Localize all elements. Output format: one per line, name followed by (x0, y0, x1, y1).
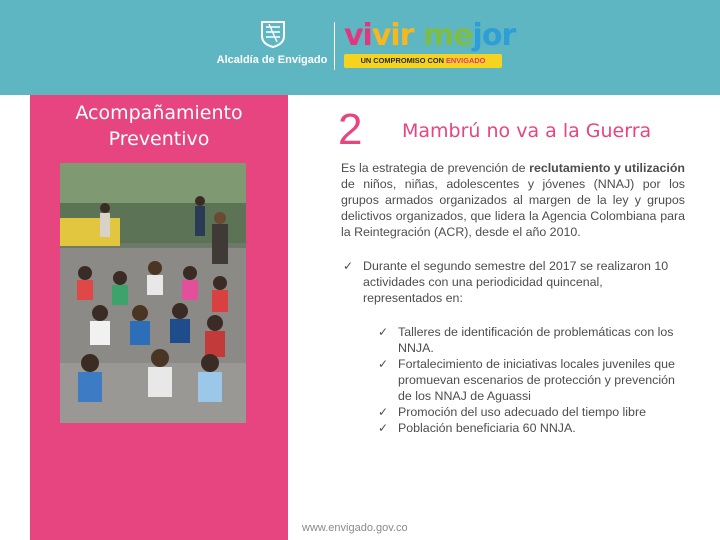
alcaldia-logo (212, 18, 332, 74)
sub-bullet (376, 404, 685, 420)
tagline-prefix: UN COMPROMISO CON (360, 56, 446, 65)
vivir-mejor-logo (344, 18, 516, 74)
sub-bullet (376, 356, 685, 404)
sub-bullet-text: Promoción del uso adecuado del tiempo libre (398, 405, 646, 419)
header-bar (0, 0, 720, 95)
main-bullet-text: Durante el segundo semestre del 2017 se realizaron 10 actividades con una periodicidad quincenal, representados en: (363, 259, 669, 305)
main-bullet (341, 258, 685, 306)
intro-bold-text: reclutamiento y utilización (529, 161, 686, 175)
sub-bullet-list (376, 324, 685, 436)
group-of-children-photo (60, 163, 246, 423)
slide-number: 2 (338, 105, 363, 154)
slide-body (341, 160, 685, 436)
wordmark-part-1: vi (344, 18, 372, 53)
coat-of-arms-icon (260, 20, 286, 48)
sub-bullet-text: Talleres de identificación de problemáticas con los NNJA. (398, 325, 674, 355)
wordmark-part-2: vir (371, 18, 414, 53)
section-title (30, 95, 288, 152)
wordmark-part-4: jor (472, 18, 516, 53)
section-title-line-1: Acompañamiento (75, 102, 243, 124)
checkmark-icon: ✓ (378, 357, 389, 371)
sub-bullet (376, 420, 685, 436)
vivir-mejor-tagline (344, 54, 502, 68)
logo-divider (334, 22, 335, 70)
checkmark-icon: ✓ (378, 325, 389, 339)
tagline-bold: ENVIGADO (445, 56, 486, 65)
activity-photo (60, 163, 246, 423)
checkmark-icon: ✓ (378, 421, 389, 435)
sub-bullet-text: Población beneficiaria 60 NNJA. (398, 421, 576, 435)
checkmark-icon: ✓ (378, 405, 389, 419)
alcaldia-logo-text: Alcaldía de Envigado (216, 54, 328, 66)
wordmark-part-3: me (422, 18, 473, 53)
intro-text-1: Es la estrategia de prevención de (341, 161, 530, 175)
website-url: www.envigado.gov.co (302, 522, 408, 534)
intro-text-2: de niños, niñas, adolescentes y jóvenes (NNAJ) por los grupos armados organizados al margen de la ley y grupos delictivos organizados, que lidera la Agencia Colombiana para la Reintegración (ACR), desde el año 2010. (341, 177, 685, 239)
sub-bullet-text: Fortalecimiento de iniciativas locales juveniles que promuevan escenarios de protección y prevención de los NNAJ de Aguassi (398, 357, 675, 403)
sub-bullet (376, 324, 685, 356)
section-title-line-2: Preventivo (108, 128, 210, 150)
slide-title: Mambrú no va a la Guerra (402, 120, 652, 142)
checkmark-icon: ✓ (343, 259, 354, 273)
vivir-mejor-wordmark (344, 18, 516, 53)
intro-paragraph (341, 160, 685, 240)
